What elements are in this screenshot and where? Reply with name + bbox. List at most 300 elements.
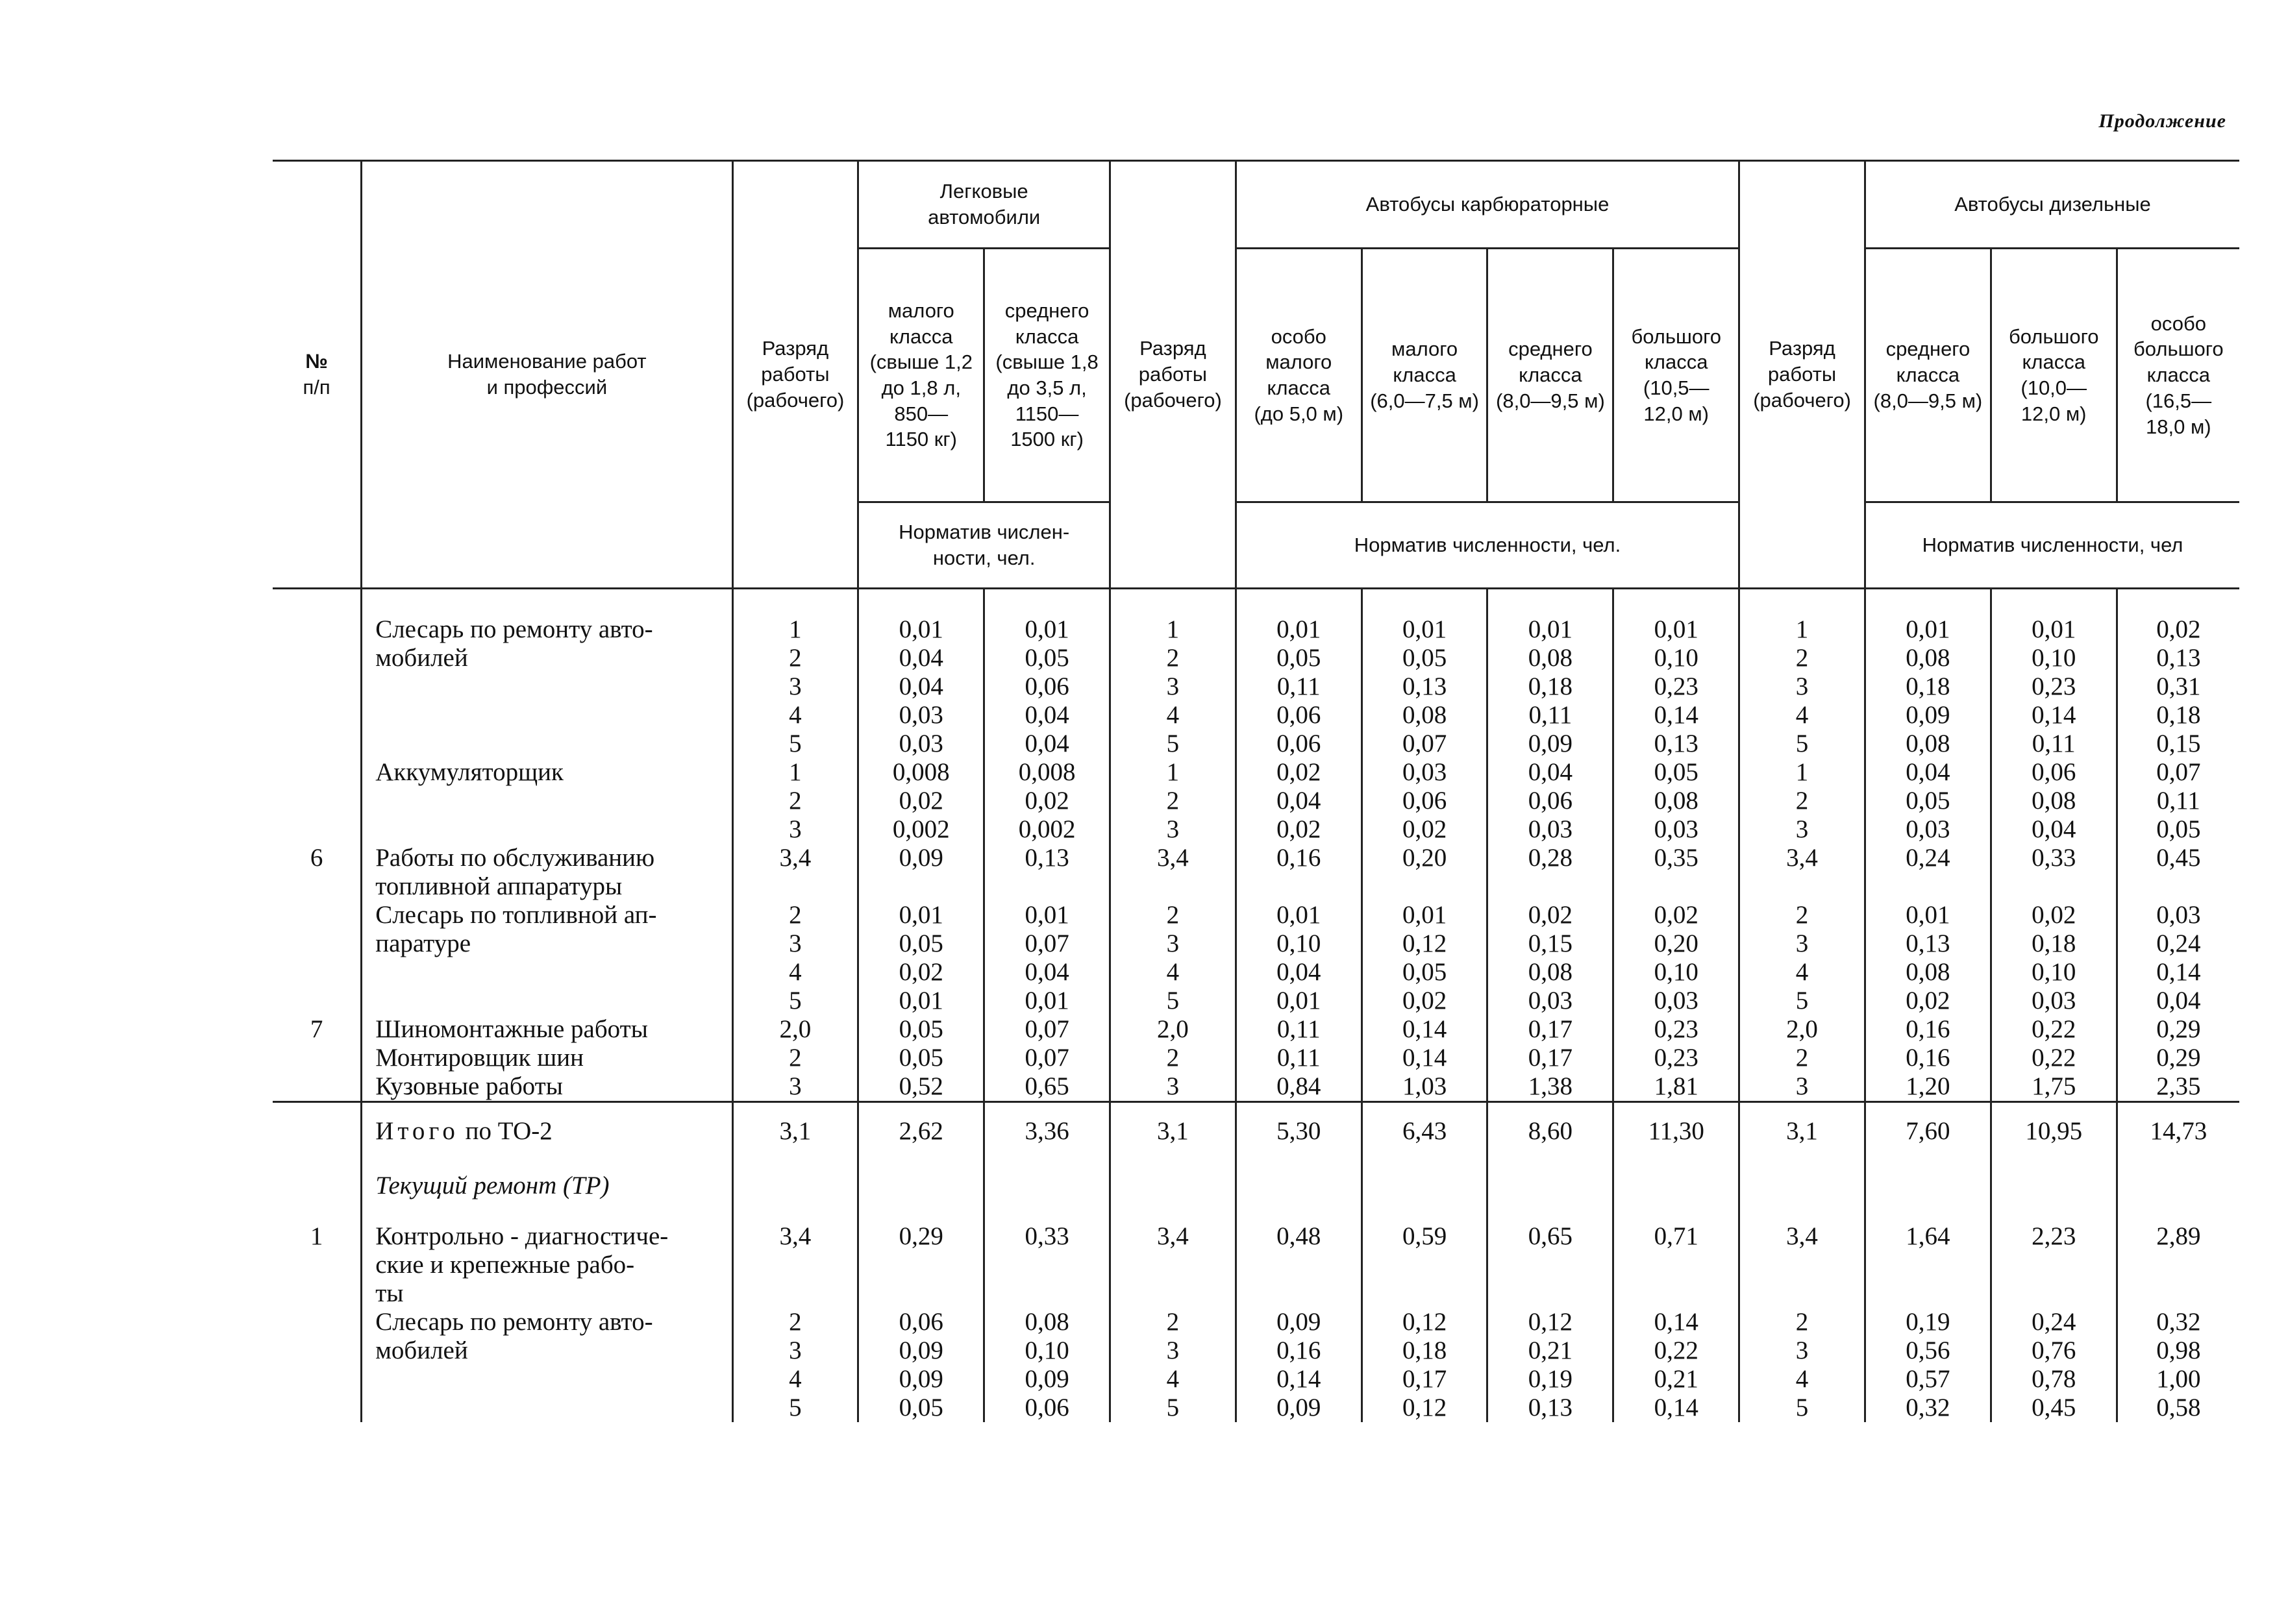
- table-row: [273, 844, 2239, 901]
- cell-line: 0,01: [1025, 901, 1069, 929]
- cell-line: 0,29: [2156, 1044, 2201, 1072]
- cell-line: 0,01: [1025, 615, 1069, 643]
- cell-line: 0,22: [2032, 1044, 2076, 1072]
- row-name: [362, 1015, 732, 1044]
- table-row: [273, 1015, 2239, 1044]
- cell-line: 0,11: [1276, 1044, 1321, 1072]
- cell-line: 0,03: [1906, 815, 1950, 843]
- table-row: [273, 1308, 2239, 1422]
- cell-line: 1,00: [2156, 1365, 2201, 1393]
- empty-cell: [1236, 1172, 1362, 1222]
- cell-line: Слесарь по ремонту авто-: [375, 615, 653, 643]
- cell-line: 0,14: [1654, 1308, 1698, 1336]
- cell-line: 2,23: [2032, 1222, 2076, 1250]
- cell-line: 1,03: [1402, 1072, 1447, 1100]
- cell-line: 0,05: [1906, 787, 1950, 815]
- cell-line: 3: [1795, 1336, 1809, 1364]
- cell-carb-medium: [1487, 844, 1613, 901]
- empty-cell: [1110, 1172, 1236, 1222]
- cell-line: 0,09: [899, 844, 943, 872]
- cell-line: 0,57: [1906, 1365, 1950, 1393]
- cell-dsl-extra-large: [2117, 1308, 2239, 1422]
- cell-line: 1: [789, 758, 802, 786]
- cell-line: 0,05: [899, 1015, 943, 1043]
- cell-line: 0,03: [1654, 987, 1698, 1015]
- cell-line: 5: [1166, 730, 1180, 757]
- cell-line: 4: [1166, 958, 1180, 986]
- cell-grade-2: [1110, 1072, 1236, 1102]
- cell-line: 0,65: [1528, 1222, 1573, 1250]
- cell-line: 0,03: [899, 701, 943, 729]
- cell-line: 0,06: [1025, 672, 1069, 700]
- cell-line: 0,17: [1528, 1015, 1573, 1043]
- table-row: [273, 758, 2239, 844]
- cell-line: 0,07: [1025, 929, 1069, 957]
- cell-line: 0,12: [1402, 929, 1447, 957]
- cell-line: 0,08: [2032, 787, 2076, 815]
- cell-line: 1,75: [2032, 1072, 2076, 1100]
- cell-line: 0,03: [1402, 758, 1447, 786]
- cell-line: 2: [1795, 901, 1809, 929]
- row-number: [273, 901, 362, 1015]
- table-body: [273, 589, 2239, 1423]
- header-dsl-large: большого класса (10,0— 12,0 м): [1991, 249, 2117, 502]
- cell-line: 0,02: [2032, 901, 2076, 929]
- cell-line: 0,16: [1276, 844, 1321, 872]
- cell-line: 0,05: [1402, 644, 1447, 672]
- cell-line: 0,19: [1528, 1365, 1573, 1393]
- row-name: [362, 1308, 732, 1422]
- cell-line: 3,4: [779, 844, 812, 872]
- header-grade-2: Разряд работы (рабочего): [1110, 161, 1236, 589]
- cell-line: 0,01: [1276, 615, 1321, 643]
- cell-cars-small: [858, 1222, 984, 1308]
- cell-line: 2: [789, 1044, 802, 1072]
- cell-line: 0,02: [1025, 787, 1069, 815]
- cell-line: 0,07: [2156, 758, 2201, 786]
- cell-grade-3: [1739, 589, 1865, 759]
- cell-line: 2,0: [1157, 1015, 1189, 1043]
- cell-carb-small: [1362, 901, 1487, 1015]
- total-label-word: Итого: [375, 1117, 459, 1145]
- cell-line: 0,09: [1906, 701, 1950, 729]
- cell-line: 0,06: [899, 1308, 943, 1336]
- cell-cars-small: [858, 1308, 984, 1422]
- total-carb-medium: 8,60: [1487, 1102, 1613, 1172]
- cell-line: 0,06: [2032, 758, 2076, 786]
- cell-line: 0,18: [2032, 929, 2076, 957]
- cell-grade-1: [732, 844, 858, 901]
- cell-line: 0,03: [899, 730, 943, 757]
- cell-carb-large: [1613, 901, 1739, 1015]
- row-name: [362, 1044, 732, 1072]
- header-norm-diesel: Норматив численности, чел: [1865, 502, 2239, 589]
- cell-line: 0,52: [899, 1072, 943, 1100]
- cell-line: 0,05: [899, 1394, 943, 1421]
- cell-carb-extra-small: [1236, 1072, 1362, 1102]
- cell-line: 0,08: [1528, 644, 1573, 672]
- table-row: [273, 1044, 2239, 1072]
- cell-line: 0,02: [1402, 987, 1447, 1015]
- cell-line: 0,35: [1654, 844, 1698, 872]
- header-norm-cars: Норматив числен- ности, чел.: [858, 502, 1110, 589]
- cell-carb-small: [1362, 1015, 1487, 1044]
- cell-grade-3: [1739, 844, 1865, 901]
- cell-line: 0,09: [1276, 1308, 1321, 1336]
- cell-line: 0,09: [899, 1336, 943, 1364]
- cell-line: 0,09: [899, 1365, 943, 1393]
- cell-line: 0,32: [1906, 1394, 1950, 1421]
- cell-line: 0,008: [892, 758, 950, 786]
- header-carb-small: малого класса (6,0—7,5 м): [1362, 249, 1487, 502]
- cell-line: 0,15: [2156, 730, 2201, 757]
- cell-line: 0,20: [1654, 929, 1698, 957]
- cell-grade-2: [1110, 758, 1236, 844]
- cell-line: 2: [1166, 644, 1180, 672]
- cell-carb-medium: [1487, 1044, 1613, 1072]
- cell-carb-extra-small: [1236, 1222, 1362, 1308]
- cell-line: Монтировщик шин: [375, 1044, 584, 1072]
- cell-line: 0,20: [1402, 844, 1447, 872]
- cell-line: 5: [789, 1394, 802, 1421]
- cell-cars-small: [858, 901, 984, 1015]
- cell-line: 5: [1795, 730, 1809, 757]
- cell-carb-medium: [1487, 589, 1613, 759]
- row-number: [273, 1172, 362, 1222]
- cell-cars-small: [858, 1015, 984, 1044]
- cell-line: 0,02: [899, 958, 943, 986]
- cell-line: 0,04: [1276, 787, 1321, 815]
- cell-line: 5: [1795, 987, 1809, 1015]
- cell-line: 0,04: [1025, 730, 1069, 757]
- row-number: 7: [273, 1015, 362, 1044]
- cell-line: 5: [789, 730, 802, 757]
- cell-grade-1: [732, 1044, 858, 1072]
- cell-line: 0,04: [899, 644, 943, 672]
- header-buses-diesel: Автобусы дизельные: [1865, 161, 2239, 249]
- cell-line: 0,98: [2156, 1336, 2201, 1364]
- cell-grade-3: [1739, 1308, 1865, 1422]
- total-dsl-extra-large: 14,73: [2117, 1102, 2239, 1172]
- cell-line: 3: [1795, 815, 1809, 843]
- cell-dsl-extra-large: [2117, 1222, 2239, 1308]
- cell-line: 0,22: [2032, 1015, 2076, 1043]
- cell-line: мобилей: [375, 1336, 468, 1364]
- cell-carb-large: [1613, 758, 1739, 844]
- cell-line: 0,008: [1018, 758, 1076, 786]
- cell-grade-3: [1739, 1044, 1865, 1072]
- cell-carb-medium: [1487, 901, 1613, 1015]
- cell-line: 0,23: [1654, 1015, 1698, 1043]
- cell-line: 5: [1166, 987, 1180, 1015]
- cell-dsl-medium: [1865, 1308, 1991, 1422]
- total-cars-small: 2,62: [858, 1102, 984, 1172]
- cell-line: 0,08: [1654, 787, 1698, 815]
- cell-line: 2: [1166, 1044, 1180, 1072]
- cell-dsl-large: [1991, 1044, 2117, 1072]
- cell-cars-small: [858, 1072, 984, 1102]
- cell-line: 0,05: [1654, 758, 1698, 786]
- total-label: [362, 1102, 732, 1172]
- row-name: [362, 844, 732, 901]
- header-cars-small: малого класса (свыше 1,2 до 1,8 л, 850— 1150 кг): [858, 249, 984, 502]
- cell-line: 0,10: [1276, 929, 1321, 957]
- cell-line: 0,13: [2156, 644, 2201, 672]
- cell-line: 2,89: [2156, 1222, 2201, 1250]
- cell-carb-small: [1362, 1222, 1487, 1308]
- cell-dsl-large: [1991, 589, 2117, 759]
- cell-carb-small: [1362, 1308, 1487, 1422]
- cell-line: 1,64: [1906, 1222, 1950, 1250]
- row-name: [362, 758, 732, 844]
- cell-line: 0,02: [1276, 815, 1321, 843]
- cell-line: 0,08: [1402, 701, 1447, 729]
- cell-line: 2: [789, 787, 802, 815]
- total-carb-extra-small: 5,30: [1236, 1102, 1362, 1172]
- cell-line: 0,23: [1654, 1044, 1698, 1072]
- cell-line: 3: [789, 815, 802, 843]
- cell-dsl-medium: [1865, 758, 1991, 844]
- total-carb-large: 11,30: [1613, 1102, 1739, 1172]
- cell-line: 0,12: [1402, 1394, 1447, 1421]
- cell-cars-medium: [984, 758, 1110, 844]
- cell-line: 0,22: [1654, 1336, 1698, 1364]
- cell-carb-small: [1362, 1072, 1487, 1102]
- cell-line: 0,32: [2156, 1308, 2201, 1336]
- row-name: [362, 589, 732, 759]
- cell-dsl-extra-large: [2117, 844, 2239, 901]
- cell-line: 3: [1166, 1072, 1180, 1100]
- cell-line: 2: [789, 644, 802, 672]
- header-norm-carb: Норматив численности, чел.: [1236, 502, 1739, 589]
- cell-line: 4: [1795, 701, 1809, 729]
- cell-line: 0,06: [1025, 1394, 1069, 1421]
- header-name: Наименование работ и профессий: [362, 161, 732, 589]
- table-row: [273, 901, 2239, 1015]
- cell-line: 0,04: [2032, 815, 2076, 843]
- row-number: [273, 758, 362, 844]
- cell-line: 5: [1795, 1394, 1809, 1421]
- row-name: [362, 901, 732, 1015]
- cell-line: 3: [1166, 815, 1180, 843]
- cell-line: 0,33: [2032, 844, 2076, 872]
- cell-line: 0,48: [1276, 1222, 1321, 1250]
- cell-line: 0,17: [1402, 1365, 1447, 1393]
- empty-cell: [1739, 1172, 1865, 1222]
- cell-carb-extra-small: [1236, 901, 1362, 1015]
- cell-line: 0,01: [1276, 987, 1321, 1015]
- cell-dsl-medium: [1865, 1072, 1991, 1102]
- header-grade-3: Разряд работы (рабочего): [1739, 161, 1865, 589]
- cell-line: 0,07: [1402, 730, 1447, 757]
- cell-dsl-medium: [1865, 1015, 1991, 1044]
- cell-line: 0,24: [2156, 929, 2201, 957]
- cell-line: 0,08: [1906, 730, 1950, 757]
- cell-dsl-large: [1991, 1015, 2117, 1044]
- cell-line: 0,56: [1906, 1336, 1950, 1364]
- cell-line: 0,04: [1528, 758, 1573, 786]
- header-dsl-extra-large: особо большого класса (16,5— 18,0 м): [2117, 249, 2239, 502]
- cell-line: 0,13: [1528, 1394, 1573, 1421]
- cell-line: 0,23: [2032, 672, 2076, 700]
- cell-line: 0,05: [899, 1044, 943, 1072]
- cell-line: 0,04: [1906, 758, 1950, 786]
- cell-line: 0,13: [1654, 730, 1698, 757]
- header-num: № п/п: [273, 161, 362, 589]
- cell-carb-medium: [1487, 1308, 1613, 1422]
- cell-grade-1: [732, 1222, 858, 1308]
- empty-cell: [2117, 1172, 2239, 1222]
- cell-line: 0,01: [1906, 901, 1950, 929]
- total-carb-small: 6,43: [1362, 1102, 1487, 1172]
- cell-line: 0,01: [899, 987, 943, 1015]
- cell-line: паратуре: [375, 929, 471, 957]
- cell-cars-small: [858, 1044, 984, 1072]
- cell-line: 0,01: [1654, 615, 1698, 643]
- cell-carb-extra-small: [1236, 1308, 1362, 1422]
- empty-cell: [1362, 1172, 1487, 1222]
- cell-dsl-extra-large: [2117, 1072, 2239, 1102]
- cell-line: 0,16: [1906, 1015, 1950, 1043]
- cell-line: 0,18: [2156, 701, 2201, 729]
- cell-line: 0,01: [899, 615, 943, 643]
- cell-line: 3,4: [1157, 844, 1189, 872]
- cell-line: 0,08: [1906, 644, 1950, 672]
- cell-dsl-medium: [1865, 844, 1991, 901]
- cell-line: 1,20: [1906, 1072, 1950, 1100]
- cell-carb-small: [1362, 844, 1487, 901]
- cell-line: 1,81: [1654, 1072, 1698, 1100]
- cell-line: Работы по обслуживанию: [375, 844, 655, 872]
- norms-table: [273, 160, 2239, 1422]
- table-row: [273, 1072, 2239, 1102]
- cell-line: 0,10: [1654, 644, 1698, 672]
- cell-line: 0,11: [2156, 787, 2200, 815]
- cell-line: 0,05: [899, 929, 943, 957]
- cell-line: 2,0: [779, 1015, 812, 1043]
- cell-line: 0,14: [2156, 958, 2201, 986]
- cell-line: 0,18: [1402, 1336, 1447, 1364]
- cell-line: 0,02: [1906, 987, 1950, 1015]
- cell-line: 0,03: [1654, 815, 1698, 843]
- cell-line: 3: [1166, 672, 1180, 700]
- cell-line: 0,65: [1025, 1072, 1069, 1100]
- cell-dsl-extra-large: [2117, 758, 2239, 844]
- cell-dsl-medium: [1865, 1222, 1991, 1308]
- row-name: [362, 1222, 732, 1308]
- cell-line: 4: [1795, 958, 1809, 986]
- cell-line: 0,33: [1025, 1222, 1069, 1250]
- empty-cell: [858, 1172, 984, 1222]
- cell-carb-large: [1613, 589, 1739, 759]
- cell-line: Слесарь по ремонту авто-: [375, 1308, 653, 1336]
- cell-line: 0,04: [1025, 958, 1069, 986]
- cell-grade-3: [1739, 1222, 1865, 1308]
- cell-line: 0,06: [1276, 730, 1321, 757]
- cell-grade-2: [1110, 1308, 1236, 1422]
- empty-cell: [1613, 1172, 1739, 1222]
- cell-line: 0,84: [1276, 1072, 1321, 1100]
- continuation-label: Продолжение: [2098, 110, 2226, 132]
- cell-line: 3,4: [1157, 1222, 1189, 1250]
- row-number: [273, 1308, 362, 1422]
- cell-line: 1: [789, 615, 802, 643]
- cell-line: 4: [789, 958, 802, 986]
- cell-line: 0,04: [899, 672, 943, 700]
- cell-line: 0,03: [2156, 901, 2201, 929]
- empty-cell: [984, 1172, 1110, 1222]
- cell-line: 0,02: [899, 787, 943, 815]
- cell-line: 0,19: [1906, 1308, 1950, 1336]
- total-cars-medium: 3,36: [984, 1102, 1110, 1172]
- empty-cell: [1487, 1172, 1613, 1222]
- cell-line: 0,14: [1276, 1365, 1321, 1393]
- cell-line: 3: [1795, 929, 1809, 957]
- cell-dsl-large: [1991, 1072, 2117, 1102]
- total-grade-2: 3,1: [1110, 1102, 1236, 1172]
- row-number: [273, 589, 362, 759]
- cell-line: 0,01: [2032, 615, 2076, 643]
- cell-line: 2: [1795, 1044, 1809, 1072]
- cell-grade-3: [1739, 901, 1865, 1015]
- cell-carb-large: [1613, 844, 1739, 901]
- row-number: 6: [273, 844, 362, 901]
- cell-grade-3: [1739, 1072, 1865, 1102]
- cell-line: 0,14: [1402, 1044, 1447, 1072]
- cell-line: 0,05: [2156, 815, 2201, 843]
- cell-line: 0,04: [1025, 701, 1069, 729]
- header-buses-carb: Автобусы карбюраторные: [1236, 161, 1739, 249]
- cell-line: 0,13: [1025, 844, 1069, 872]
- cell-line: 0,002: [892, 815, 950, 843]
- cell-line: Контрольно - диагностиче-: [375, 1222, 669, 1250]
- cell-line: 0,01: [1402, 615, 1447, 643]
- cell-line: 0,14: [1402, 1015, 1447, 1043]
- cell-cars-medium: [984, 844, 1110, 901]
- cell-line: 0,09: [1276, 1394, 1321, 1421]
- cell-line: 0,06: [1528, 787, 1573, 815]
- cell-line: Слесарь по топливной ап-: [375, 901, 657, 929]
- total-grade-3: 3,1: [1739, 1102, 1865, 1172]
- total-row: [273, 1102, 2239, 1172]
- cell-carb-large: [1613, 1222, 1739, 1308]
- cell-line: 0,01: [1906, 615, 1950, 643]
- cell-carb-medium: [1487, 1072, 1613, 1102]
- cell-line: 4: [789, 701, 802, 729]
- cell-line: 2: [789, 1308, 802, 1336]
- cell-line: 0,01: [1025, 987, 1069, 1015]
- cell-line: 3: [789, 1072, 802, 1100]
- cell-line: 3: [789, 929, 802, 957]
- cell-line: 2: [1166, 787, 1180, 815]
- cell-line: 1: [1166, 615, 1180, 643]
- cell-cars-medium: [984, 1072, 1110, 1102]
- cell-carb-medium: [1487, 1015, 1613, 1044]
- cell-dsl-large: [1991, 1308, 2117, 1422]
- header-carb-large: большого класса (10,5— 12,0 м): [1613, 249, 1739, 502]
- section-title: Текущий ремонт (ТР): [362, 1172, 732, 1222]
- cell-line: топливной аппаратуры: [375, 872, 623, 900]
- cell-line: 0,07: [1025, 1044, 1069, 1072]
- cell-cars-medium: [984, 1044, 1110, 1072]
- cell-line: 0,71: [1654, 1222, 1698, 1250]
- cell-line: 0,002: [1018, 815, 1076, 843]
- header-carb-extra-small: особо малого класса (до 5,0 м): [1236, 249, 1362, 502]
- cell-grade-2: [1110, 1015, 1236, 1044]
- cell-dsl-large: [1991, 1222, 2117, 1308]
- cell-dsl-extra-large: [2117, 1015, 2239, 1044]
- cell-dsl-medium: [1865, 901, 1991, 1015]
